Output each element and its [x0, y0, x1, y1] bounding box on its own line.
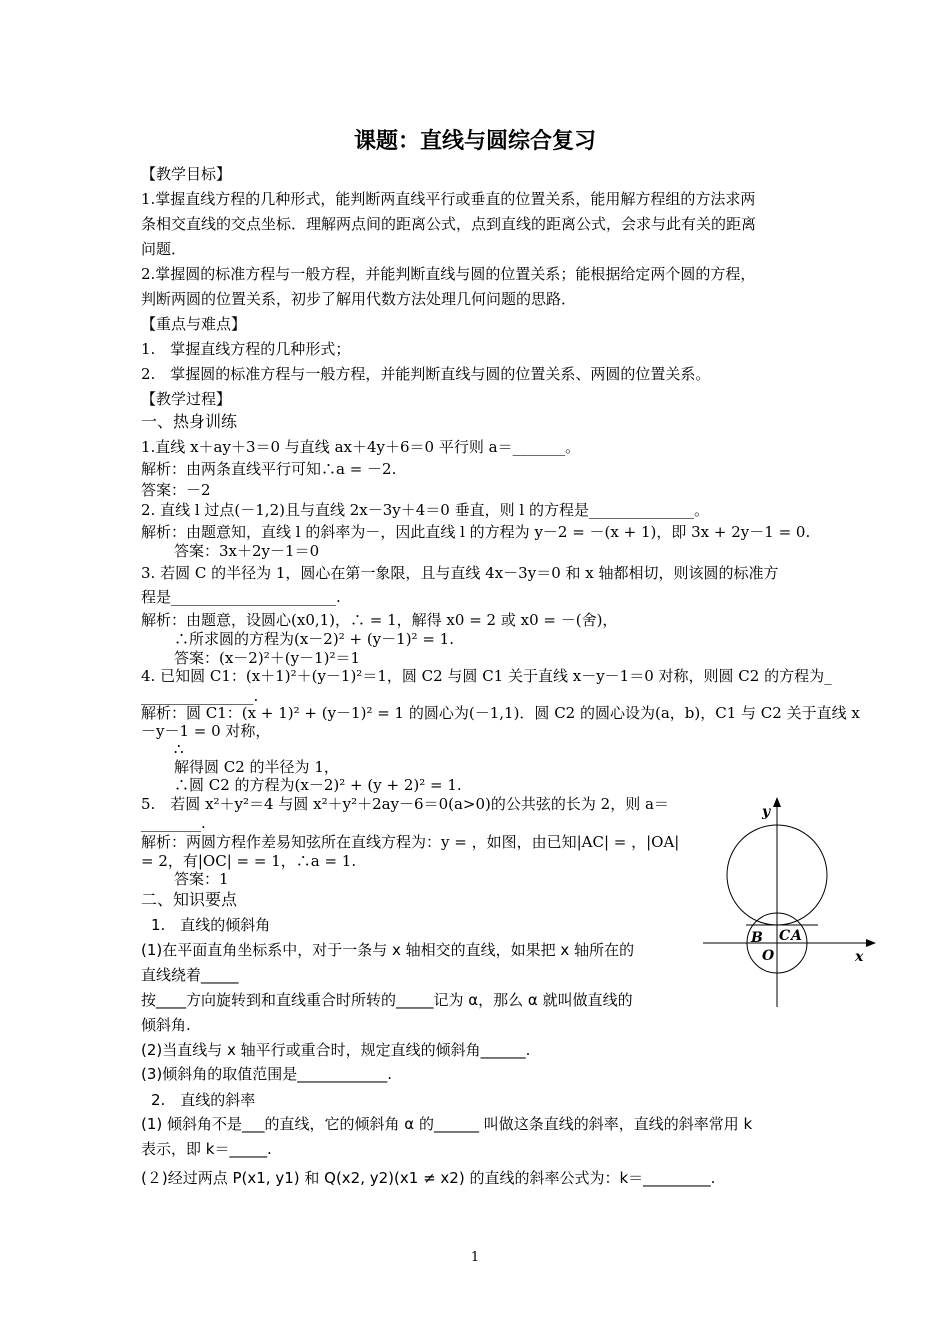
page-number: 1: [470, 1250, 480, 1265]
point-c-label: C: [779, 928, 791, 944]
q5-text-line-1: 5. 若圆 x²＋y²＝4 与圆 x²＋y²＋2ay－6＝0(a>0)的公共弦的长为 2，则 a＝: [141, 795, 669, 813]
objective-1-line-2: 条相交直线的交点坐标．理解两点间的距离公式，点到直线的距离公式，会求与此有关的距离: [141, 215, 757, 233]
heading-objectives: 【教学目标】: [141, 165, 232, 183]
q3-analysis: 解析：由题意，设圆心(x0,1)，∴ = 1，解得 x0 = 2 或 x0 = －(舍)，: [141, 611, 618, 629]
q1-text: 1.直线 x＋ay＋3＝0 与直线 ax＋4y＋6＝0 平行则 a＝_______。: [141, 438, 581, 456]
q4-result: ∴圆 C2 的方程为(x－2)² + (y + 2)² = 1.: [174, 776, 462, 794]
key-point-2: 2. 掌握圆的标准方程与一般方程，并能判断直线与圆的位置关系、两圆的位置关系。: [141, 365, 711, 383]
incl-1-line-2: 直线绕着_____: [141, 966, 239, 984]
heading-key-points: 【重点与难点】: [141, 315, 247, 333]
slope-1-line-1: (1) 倾斜角不是___的直线，它的倾斜角 α 的______ 叫做这条直线的斜率，直线的斜率常用 k: [141, 1115, 753, 1133]
section-warmup: 一、热身训练: [141, 412, 238, 431]
incl-1-line-1: (1)在平面直角坐标系中，对于一条与 x 轴相交的直线，如果把 x 轴所在的: [141, 941, 635, 959]
topic-slope: 2. 直线的斜率: [151, 1091, 256, 1109]
section-knowledge: 二、知识要点: [141, 890, 238, 909]
q1-analysis: 解析：由两条直线平行可知∴a = －2.: [141, 460, 397, 478]
origin-label: O: [762, 948, 775, 964]
q5-answer: 答案：1: [174, 870, 229, 888]
heading-process: 【教学过程】: [141, 390, 232, 408]
q3-answer: 答案：(x－2)²＋(y－1)²＝1: [174, 649, 360, 667]
q4-radius: 解得圆 C2 的半径为 1，: [174, 758, 339, 776]
slope-1-line-2: 表示，即 k＝_____.: [141, 1140, 272, 1158]
q2-answer: 答案：3x＋2y－1＝0: [174, 542, 320, 560]
topic-inclination: 1. 直线的倾斜角: [151, 916, 271, 934]
q3-analysis-2: ∴所求圆的方程为(x－2)² + (y－1)² = 1.: [174, 630, 454, 648]
x-axis-label: x: [855, 949, 864, 965]
incl-3: (3)倾斜角的取值范围是____________.: [141, 1065, 393, 1083]
q3-text-line-2: 程是______________________.: [141, 588, 341, 606]
incl-2: (2)当直线与 x 轴平行或重合时，规定直线的倾斜角______.: [141, 1041, 531, 1059]
objective-2-line-2: 判断两圆的位置关系，初步了解用代数方法处理几何问题的思路．: [141, 290, 577, 308]
q4-analysis-line-2: －y－1 = 0 对称，: [141, 722, 271, 740]
q5-analysis-line-1: 解析：两圆方程作差易知弦所在直线方程为：y = ，如图，由已知|AC| = ，|OA|: [141, 833, 680, 851]
circle-figure: [700, 795, 880, 1010]
point-a-label: A: [791, 928, 802, 944]
q4-text-line-1: 4. 已知圆 C1：(x＋1)²＋(y－1)²＝1，圆 C2 与圆 C1 关于直线 x－y－1＝0 对称，则圆 C2 的方程为_: [141, 667, 832, 685]
page-title: 课题：直线与圆综合复习: [353, 129, 596, 154]
x-axis-arrow: [866, 939, 876, 947]
q2-text: 2. 直线 l 过点(－1,2)且与直线 2x－3y＋4＝0 垂直，则 l 的方程是______________。: [141, 501, 709, 519]
objective-2-line-1: 2.掌握圆的标准方程与一般方程，并能判断直线与圆的位置关系；能根据给定两个圆的方程，: [141, 265, 756, 283]
q2-analysis: 解析：由题意知，直线 l 的斜率为－，因此直线 l 的方程为 y－2 = －(x + 1)，即 3x + 2y－1 = 0.: [141, 523, 811, 541]
point-b-label: B: [751, 930, 763, 946]
incl-1-line-3: 按____方向旋转到和直线重合时所转的_____记为 α，那么 α 就叫做直线的: [141, 991, 633, 1009]
q4-therefore: ∴: [174, 740, 184, 758]
y-axis-arrow: [773, 797, 781, 807]
q5-text-line-2: ________.: [141, 814, 206, 832]
q4-analysis-line-1: 解析：圆 C1：(x + 1)² + (y－1)² = 1 的圆心为(－1,1)．圆 C2 的圆心设为(a，b)，C1 与 C2 关于直线 x: [141, 704, 860, 722]
q1-answer: 答案：－2: [141, 481, 211, 499]
objective-1-line-1: 1.掌握直线方程的几种形式，能判断两直线平行或垂直的位置关系，能用解方程组的方法求两: [141, 190, 756, 208]
key-point-1: 1. 掌握直线方程的几种形式；: [141, 340, 351, 358]
q3-text-line-1: 3. 若圆 C 的半径为 1，圆心在第一象限，且与直线 4x－3y＝0 和 x 轴都相切，则该圆的标准方: [141, 564, 779, 582]
incl-1-line-4: 倾斜角.: [141, 1016, 191, 1034]
slope-2: (２)经过两点 P(x1, y1) 和 Q(x2, y2)(x1 ≠ x2) 的直线的斜率公式为：k＝_________.: [141, 1169, 716, 1187]
y-axis-label: y: [762, 804, 771, 820]
q4-text-line-2: _______________.: [141, 687, 259, 705]
objective-1-line-3: 问题．: [141, 240, 187, 258]
q5-analysis-line-2: = 2，有|OC| = = 1，∴a = 1.: [141, 852, 357, 870]
